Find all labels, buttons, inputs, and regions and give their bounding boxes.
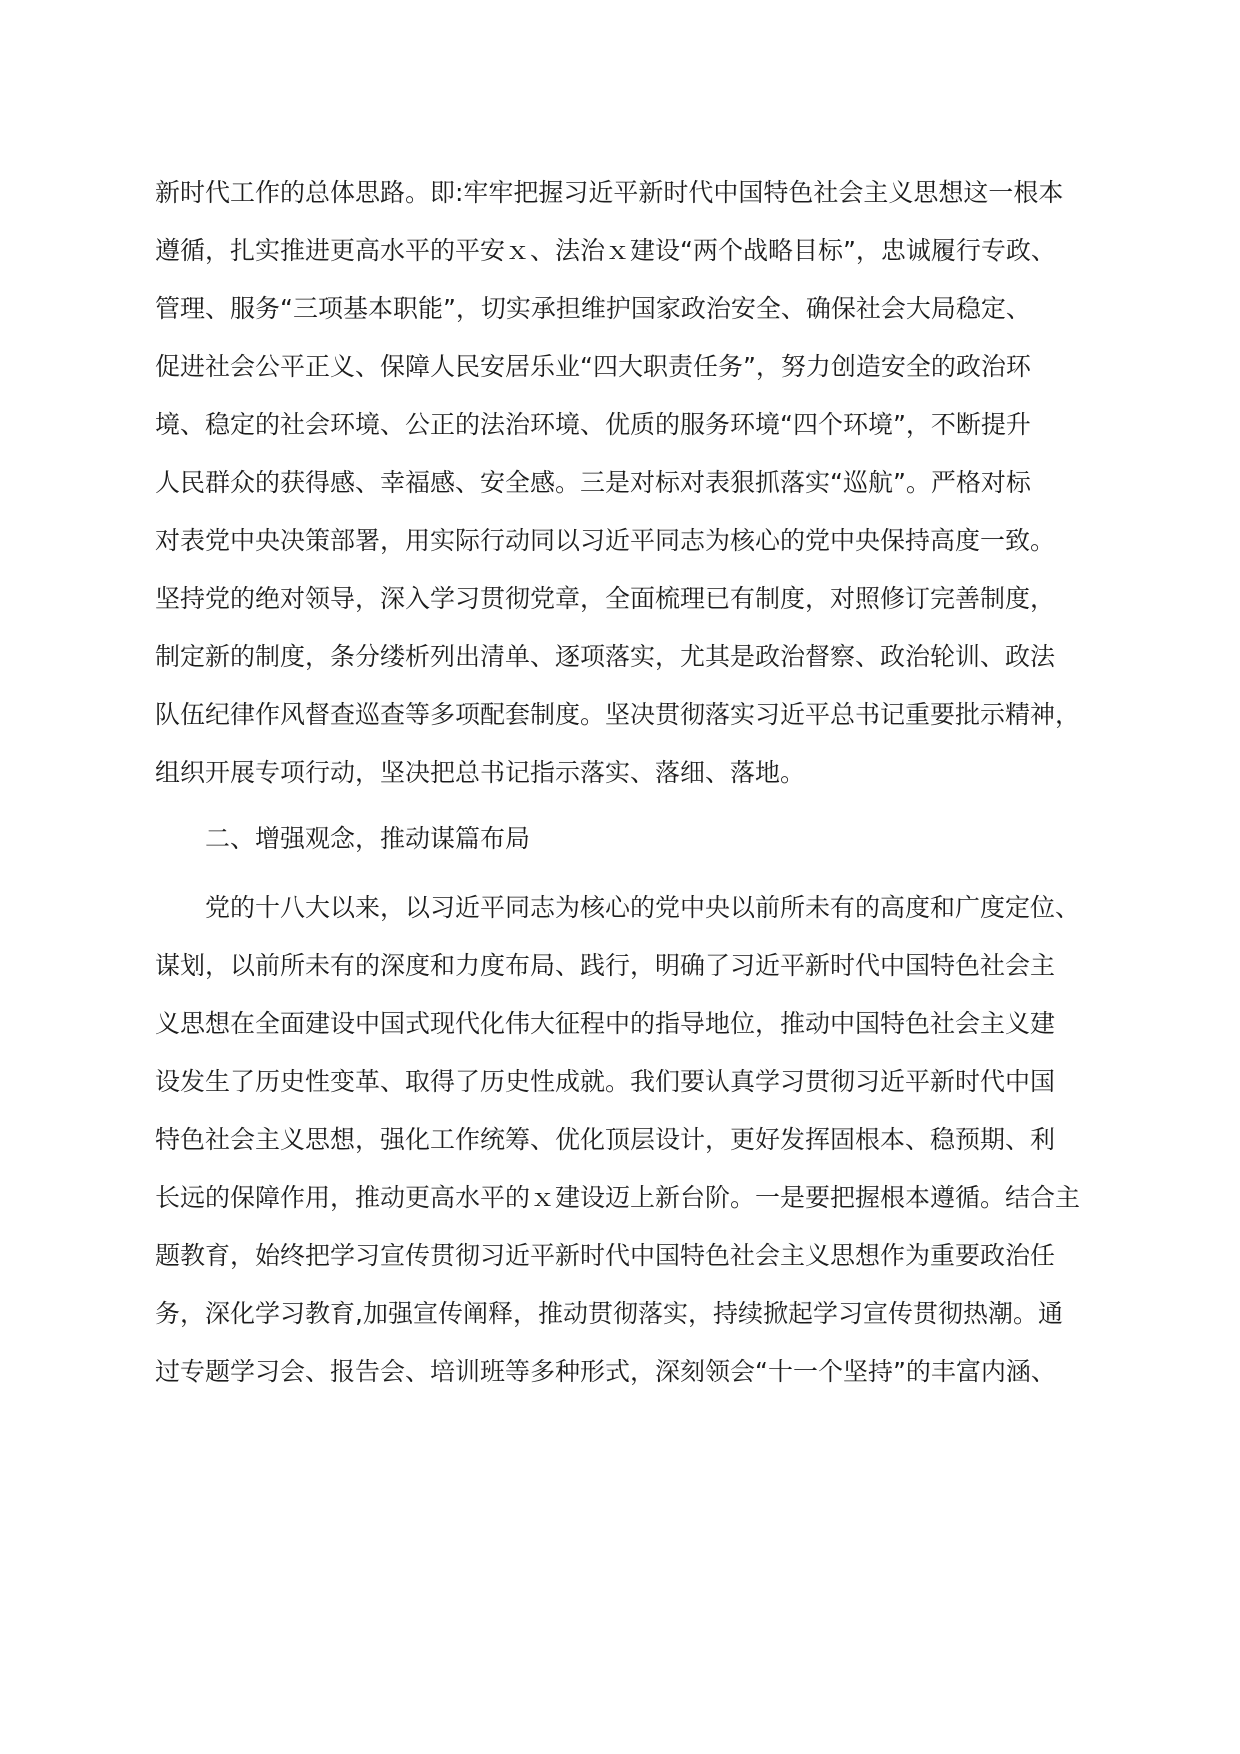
body-text-line: 促进社会公平正义、保障人民安居乐业“四大职责任务”，努力创造安全的政治环 — [155, 352, 1031, 381]
body-text-line: 特色社会主义思想，强化工作统筹、优化顶层设计，更好发挥固根本、稳预期、利 — [155, 1125, 1056, 1154]
body-text-line: 义思想在全面建设中国式现代化伟大征程中的指导地位，推动中国特色社会主义建 — [155, 1009, 1056, 1038]
body-text-line: 队伍纪律作风督查巡查等多项配套制度。坚决贯彻落实习近平总书记重要批示精神， — [155, 700, 1081, 729]
body-text-line: 人民群众的获得感、幸福感、安全感。三是对标对表狠抓落实“巡航”。严格对标 — [155, 468, 1031, 497]
body-text-line: 设发生了历史性变革、取得了历史性成就。我们要认真学习贯彻习近平新时代中国 — [155, 1067, 1056, 1096]
body-text-line: 制定新的制度，条分缕析列出清单、逐项落实，尤其是政治督察、政治轮训、政法 — [155, 642, 1056, 671]
body-text-line: 过专题学习会、报告会、培训班等多种形式，深刻领会“十一个坚持”的丰富内涵、 — [155, 1357, 1056, 1386]
body-text-line: 题教育，始终把学习宣传贯彻习近平新时代中国特色社会主义思想作为重要政治任 — [155, 1241, 1056, 1270]
body-text-line: 管理、服务“三项基本职能”，切实承担维护国家政治安全、确保社会大局稳定、 — [155, 294, 1031, 323]
body-text-line: 谋划，以前所未有的深度和力度布局、践行，明确了习近平新时代中国特色社会主 — [155, 951, 1056, 980]
body-text-line: 长远的保障作用，推动更高水平的ｘ建设迈上新台阶。一是要把握根本遵循。结合主 — [155, 1183, 1081, 1212]
body-text-line: 坚持党的绝对领导，深入学习贯彻党章，全面梳理已有制度，对照修订完善制度， — [155, 584, 1056, 613]
body-text-line: 务，深化学习教育,加强宣传阐释，推动贯彻落实，持续掀起学习宣传贯彻热潮。通 — [155, 1299, 1063, 1328]
section-heading: 二、增强观念，推动谋篇布局 — [205, 824, 531, 853]
body-text-line: 组织开展专项行动，坚决把总书记指示落实、落细、落地。 — [155, 758, 806, 787]
body-text-line: 遵循，扎实推进更高水平的平安ｘ、法治ｘ建设“两个战略目标”，忠诚履行专政、 — [155, 236, 1056, 265]
body-text-line: 党的十八大以来，以习近平同志为核心的党中央以前所未有的高度和广度定位、 — [205, 893, 1081, 922]
body-text-line: 对表党中央决策部署，用实际行动同以习近平同志为核心的党中央保持高度一致。 — [155, 526, 1056, 555]
body-text-line: 境、稳定的社会环境、公正的法治环境、优质的服务环境“四个环境”，不断提升 — [155, 410, 1031, 439]
body-text-line: 新时代工作的总体思路。即:牢牢把握习近平新时代中国特色社会主义思想这一根本 — [155, 178, 1064, 207]
